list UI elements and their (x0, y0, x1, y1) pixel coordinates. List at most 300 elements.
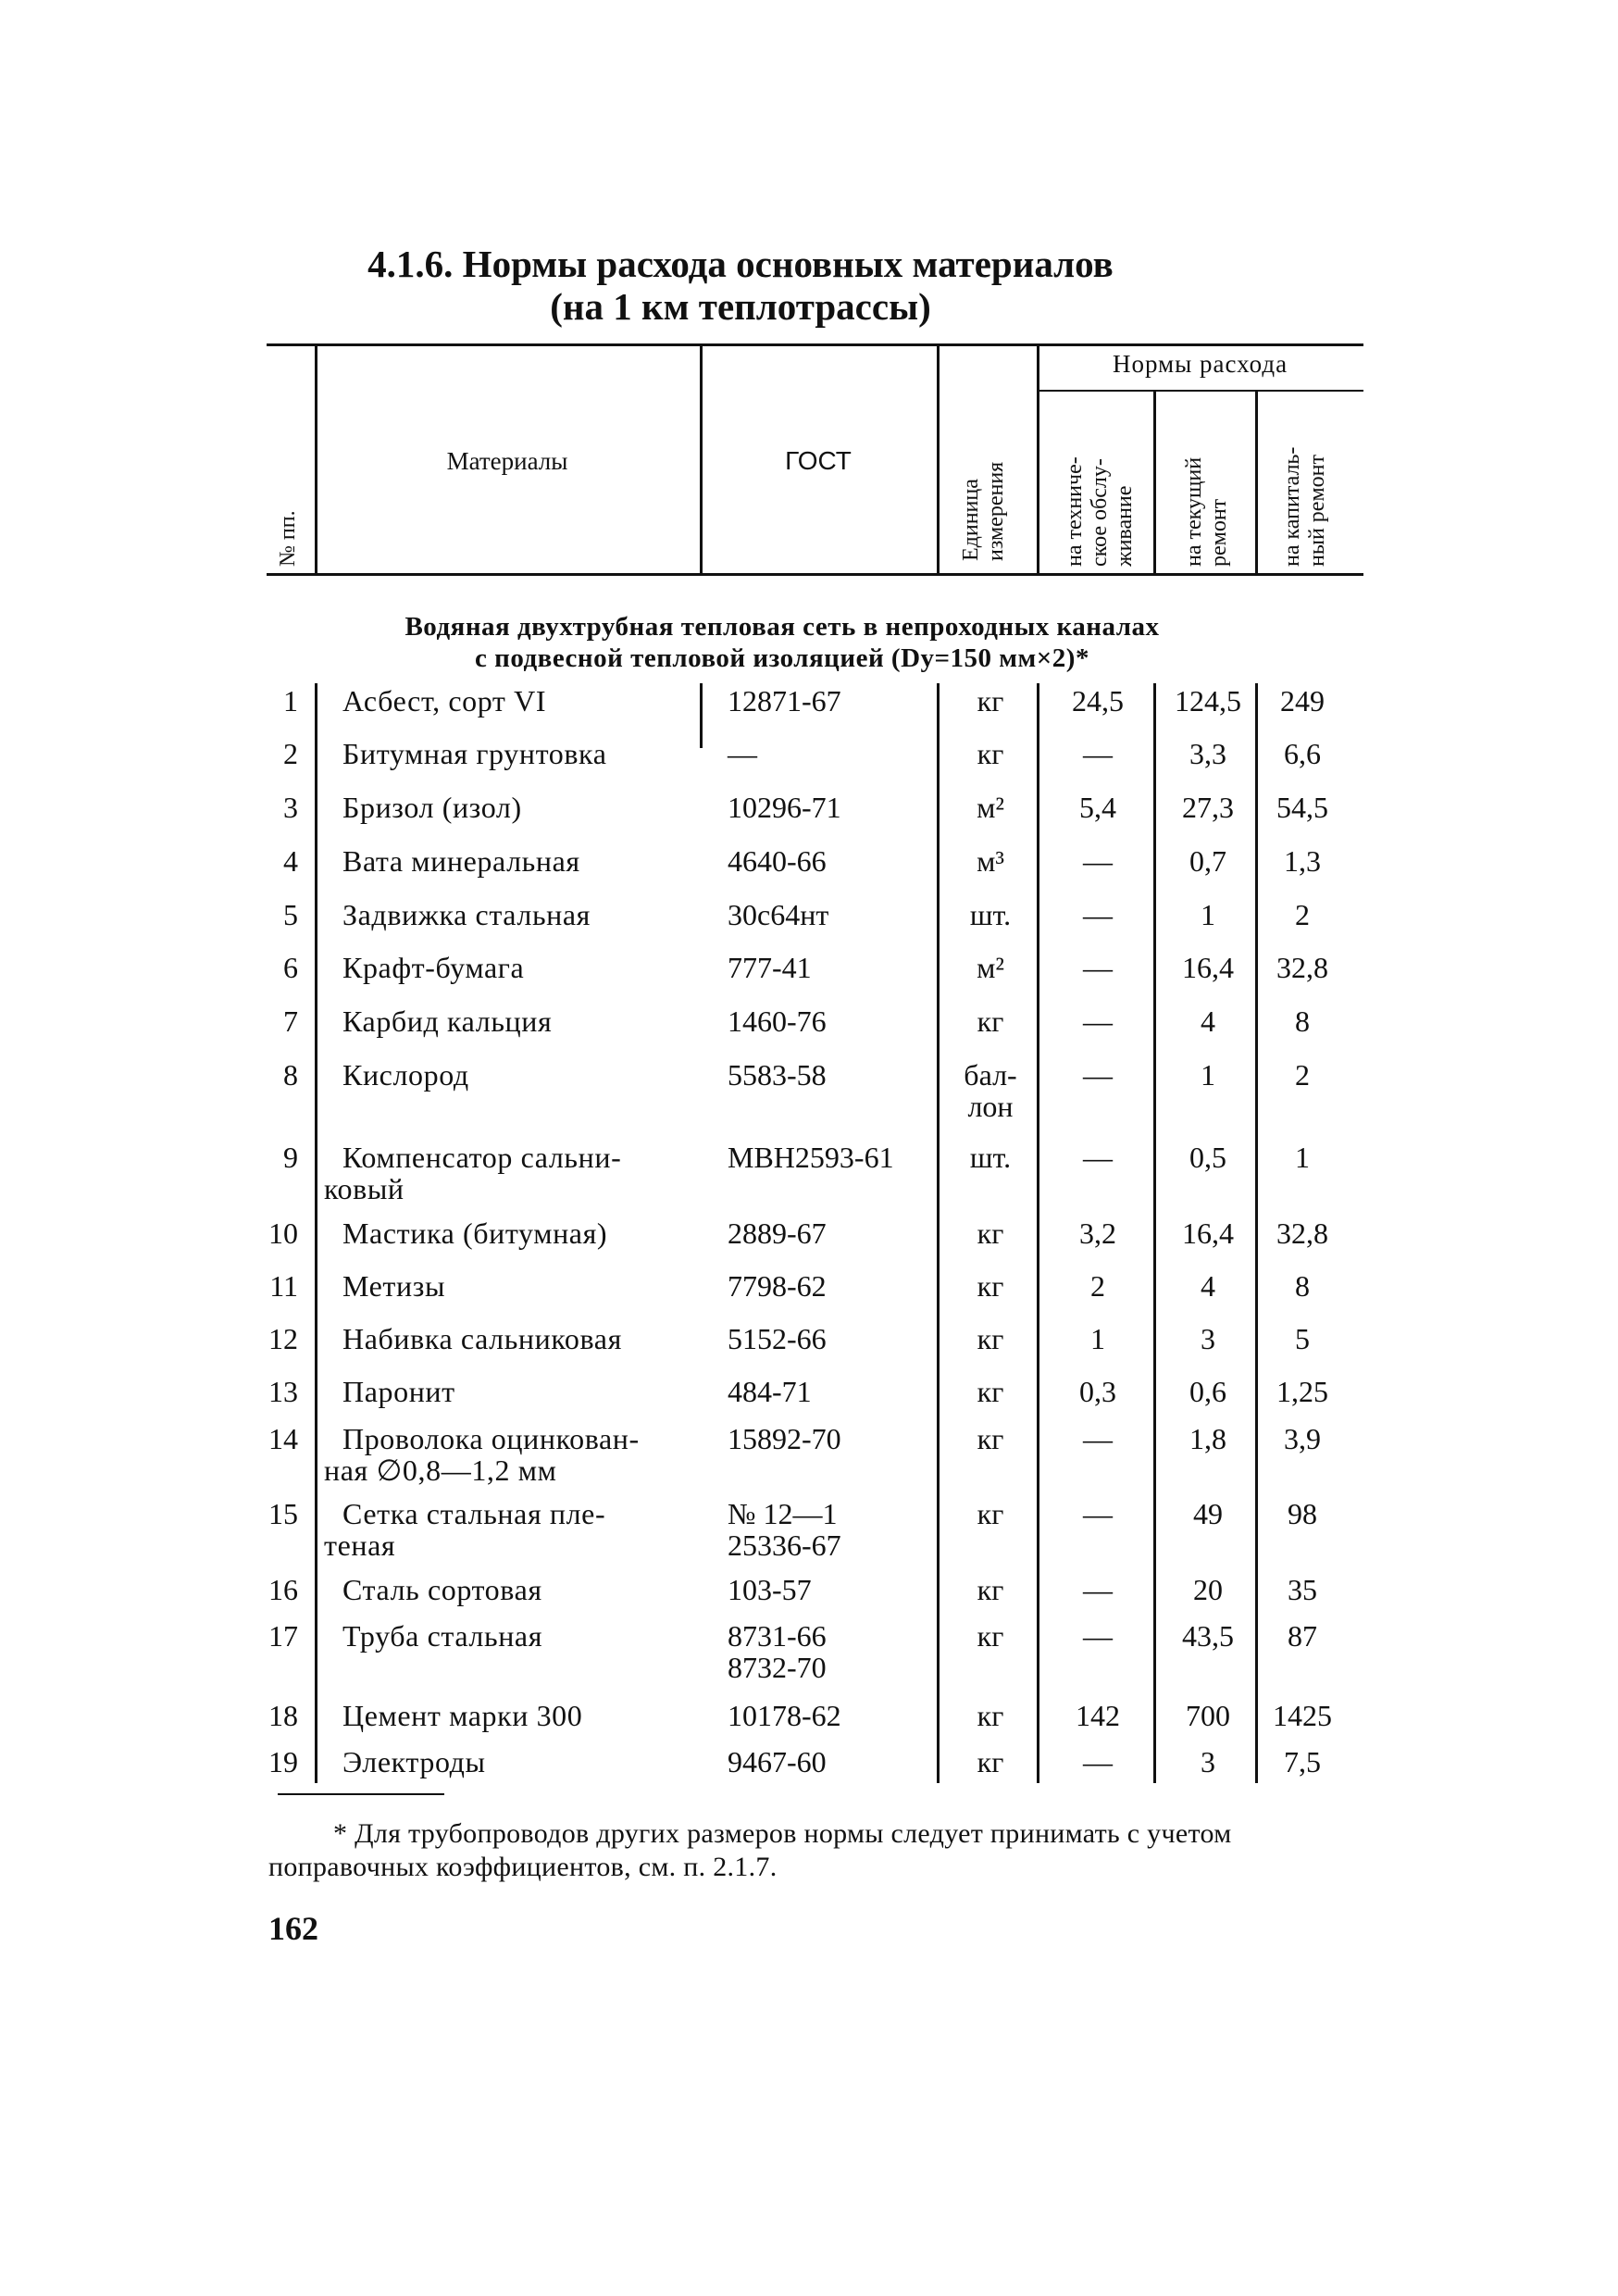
norm-maintenance (1044, 738, 1151, 769)
gost-code (728, 685, 931, 717)
norm-maintenance (1044, 1142, 1151, 1173)
row-number (259, 792, 298, 823)
gost-code (728, 1746, 931, 1778)
unit (944, 952, 1037, 983)
row-number (259, 1059, 298, 1091)
unit (944, 1376, 1037, 1407)
norm-current-repair (1157, 1423, 1259, 1454)
material-name-line: Кислород (342, 1058, 469, 1092)
norm-capital-repair (1261, 1217, 1344, 1249)
gost-code (728, 1005, 931, 1037)
header-divider (1255, 392, 1258, 573)
header-unit (959, 431, 1009, 561)
page-title (278, 243, 1203, 328)
norm-current-repair-line: 124,5 (1175, 684, 1241, 718)
row-number (259, 1746, 298, 1778)
gost-code (728, 1142, 931, 1173)
norm-maintenance-line: — (1083, 1573, 1113, 1606)
norm-maintenance-line: — (1083, 1497, 1113, 1530)
norm-maintenance-line: 0,3 (1079, 1375, 1116, 1408)
unit-line: м² (977, 791, 1004, 824)
norm-maintenance (1044, 1323, 1151, 1354)
material-name-line: Бризол (изол) (342, 791, 522, 824)
row-number (259, 1376, 298, 1407)
material-name (342, 1620, 713, 1652)
gost-code (728, 899, 931, 930)
norm-capital-repair-line: 87 (1288, 1619, 1317, 1653)
norm-capital-repair (1261, 899, 1344, 930)
gost-code-line: 4640-66 (728, 844, 827, 878)
norm-maintenance-line: 1 (1090, 1322, 1105, 1355)
unit-line: кг (977, 1375, 1004, 1408)
norm-capital-repair (1261, 1498, 1344, 1529)
gost-code-line: № 12—1 (728, 1497, 838, 1530)
gost-code (728, 1700, 931, 1731)
material-name-line: Компенсатор сальни- (342, 1141, 622, 1174)
row-number-line: 7 (283, 1004, 298, 1038)
material-name-line: Вата минеральная (342, 844, 580, 878)
unit (944, 1423, 1037, 1454)
gost-code (728, 1498, 931, 1561)
header-line: живание (1113, 485, 1137, 567)
material-name-line: Паронит (342, 1375, 455, 1408)
norm-maintenance (1044, 1059, 1151, 1091)
row-number-line: 13 (268, 1375, 298, 1408)
row-number (259, 738, 298, 769)
material-name-line: ная ∅0,8—1,2 мм (324, 1454, 557, 1487)
row-number-line: 2 (283, 737, 298, 770)
unit (944, 845, 1037, 877)
norm-maintenance-line: — (1083, 898, 1113, 931)
norm-capital-repair-line: 6,6 (1284, 737, 1321, 770)
norm-capital-repair-line: 1,25 (1276, 1375, 1328, 1408)
unit (944, 1005, 1037, 1037)
material-name-line: Задвижка стальная (342, 898, 591, 931)
norm-capital-repair (1261, 1059, 1344, 1091)
norm-current-repair-line: 20 (1193, 1573, 1223, 1606)
unit (944, 1700, 1037, 1731)
gost-code (728, 1323, 931, 1354)
row-number-line: 19 (268, 1745, 298, 1778)
norm-capital-repair-line: 1,3 (1284, 844, 1321, 878)
section-heading (305, 611, 1259, 674)
norm-capital-repair-line: 7,5 (1284, 1745, 1321, 1778)
norm-capital-repair (1261, 1746, 1344, 1778)
norm-capital-repair-line: 32,8 (1276, 951, 1328, 984)
material-name-line: Цемент марки 300 (342, 1699, 583, 1732)
material-name-line: Мастика (битумная) (342, 1217, 608, 1250)
gost-code-line: 8732-70 (728, 1651, 827, 1684)
unit-line: шт. (969, 898, 1012, 931)
unit (944, 1323, 1037, 1354)
norm-maintenance-line: — (1083, 1619, 1113, 1653)
norm-capital-repair-line: 35 (1288, 1573, 1317, 1606)
header-divider (937, 346, 940, 573)
gost-code-line: 25336-67 (728, 1529, 841, 1562)
unit-line: кг (977, 1322, 1004, 1355)
norm-maintenance (1044, 1498, 1151, 1529)
norm-current-repair (1157, 685, 1259, 717)
header-line: на капиталь- (1280, 446, 1304, 567)
row-number-line: 8 (283, 1058, 298, 1092)
norm-maintenance (1044, 1574, 1151, 1605)
footnote: * Для трубопроводов других размеров нормы следует принимать с учетом поправочных коэффициентов, см. п. 2.1.7. (268, 1818, 1232, 1882)
unit-line: кг (977, 684, 1004, 718)
norm-maintenance-line: — (1083, 737, 1113, 770)
norm-current-repair-line: 49 (1193, 1497, 1223, 1530)
norm-current-repair (1157, 792, 1259, 823)
norm-capital-repair-line: 1 (1295, 1141, 1310, 1174)
gost-code-line: 8731-66 (728, 1619, 827, 1653)
row-number (259, 1005, 298, 1037)
material-name (342, 792, 713, 823)
norm-capital-repair-line: 98 (1288, 1497, 1317, 1530)
norm-capital-repair-line: 249 (1280, 684, 1325, 718)
material-name (342, 899, 713, 930)
row-number (259, 845, 298, 877)
gost-code (728, 1574, 931, 1605)
header-unit-text: Единица измерения (959, 461, 1008, 561)
material-name-line: теная (324, 1529, 396, 1562)
unit-line: кг (977, 1745, 1004, 1778)
norm-capital-repair (1261, 1270, 1344, 1302)
row-number (259, 1700, 298, 1731)
norm-capital-repair-line: 8 (1295, 1004, 1310, 1038)
section-line-1: Водяная двухтрубная тепловая сеть в непроходных каналах (404, 612, 1160, 642)
unit (944, 1620, 1037, 1652)
row-number-line: 16 (268, 1573, 298, 1606)
row-number (259, 1620, 298, 1652)
norms-rule (1037, 390, 1363, 392)
unit-line: лон (967, 1090, 1014, 1123)
material-name (342, 1574, 713, 1605)
norm-maintenance (1044, 1217, 1151, 1249)
material-name (324, 1422, 713, 1487)
norm-current-repair (1157, 1620, 1259, 1652)
gost-code-line: 484-71 (728, 1375, 812, 1408)
material-name-line: Крафт-бумага (342, 951, 525, 984)
material-name (342, 738, 713, 769)
material-name (342, 1700, 713, 1731)
header-divider (1037, 346, 1039, 573)
norm-maintenance-line: — (1083, 1004, 1113, 1038)
body-divider (1037, 683, 1039, 1783)
norm-maintenance (1044, 792, 1151, 823)
norm-current-repair-line: 1,8 (1189, 1422, 1226, 1455)
header-line: ремонт (1207, 498, 1231, 567)
row-number (259, 1270, 298, 1302)
norm-maintenance (1044, 1746, 1151, 1778)
material-name-line: Набивка сальниковая (342, 1322, 622, 1355)
norm-current-repair (1157, 738, 1259, 769)
material-name (342, 1746, 713, 1778)
gost-code (728, 738, 931, 769)
norm-maintenance (1044, 1700, 1151, 1731)
row-number-line: 3 (283, 791, 298, 824)
unit-line: кг (977, 1619, 1004, 1653)
gost-code (728, 952, 931, 983)
material-name (342, 952, 713, 983)
norm-current-repair (1157, 1217, 1259, 1249)
material-name (324, 1141, 713, 1205)
row-number (259, 899, 298, 930)
norm-current-repair (1157, 1270, 1259, 1302)
norm-capital-repair-line: 1425 (1273, 1699, 1332, 1732)
norm-maintenance-line: 2 (1090, 1269, 1105, 1303)
norm-current-repair (1157, 1498, 1259, 1529)
norm-capital-repair-line: 32,8 (1276, 1217, 1328, 1250)
gost-code (728, 1217, 931, 1249)
row-number-line: 1 (283, 684, 298, 718)
material-name-line: Труба стальная (342, 1619, 543, 1653)
material-name-line: Сталь сортовая (342, 1573, 542, 1606)
row-number (259, 685, 298, 717)
unit-line: кг (977, 1269, 1004, 1303)
row-number-line: 6 (283, 951, 298, 984)
material-name (342, 1376, 713, 1407)
row-number (259, 1423, 298, 1454)
row-number-line: 9 (283, 1141, 298, 1174)
gost-code-line: 1460-76 (728, 1004, 827, 1038)
norm-current-repair-line: 27,3 (1182, 791, 1234, 824)
norm-capital-repair-line: 54,5 (1276, 791, 1328, 824)
row-number-line: 12 (268, 1322, 298, 1355)
norm-current-repair-line: 1 (1201, 898, 1215, 931)
unit (944, 899, 1037, 930)
norm-maintenance-line: 142 (1076, 1699, 1120, 1732)
norm-capital-repair (1261, 1700, 1344, 1731)
header-capital (1280, 447, 1330, 567)
norm-maintenance-line: — (1083, 844, 1113, 878)
norm-capital-repair (1261, 738, 1344, 769)
gost-code (728, 1620, 931, 1683)
title-line-1: 4.1.6. Нормы расхода основных материалов (367, 243, 1114, 285)
norm-current-repair (1157, 1005, 1259, 1037)
norm-maintenance (1044, 845, 1151, 877)
norm-maintenance-line: — (1083, 1745, 1113, 1778)
header-line: ный ремонт (1305, 455, 1329, 567)
material-name (324, 1497, 713, 1562)
norm-capital-repair (1261, 792, 1344, 823)
header-current (1182, 457, 1232, 567)
gost-code (728, 1059, 931, 1091)
header-divider (1153, 392, 1156, 573)
gost-code-line: 5583-58 (728, 1058, 827, 1092)
row-number (259, 1574, 298, 1605)
norm-capital-repair-line: 2 (1295, 898, 1310, 931)
norm-current-repair-line: 0,7 (1189, 844, 1226, 878)
header-bottom-rule (267, 573, 1363, 576)
footnote-rule (278, 1793, 444, 1795)
norm-current-repair (1157, 952, 1259, 983)
unit-line: м³ (977, 844, 1004, 878)
row-number (259, 1323, 298, 1354)
unit-line: кг (977, 1217, 1004, 1250)
norm-maintenance-line: 5,4 (1079, 791, 1116, 824)
gost-code-line: 103-57 (728, 1573, 812, 1606)
unit-line: бал- (964, 1058, 1017, 1092)
unit-line: кг (977, 1573, 1004, 1606)
row-number-line: 10 (268, 1217, 298, 1250)
norm-capital-repair (1261, 952, 1344, 983)
header-line: ское обслу- (1088, 458, 1112, 567)
header-gost: ГОСТ (785, 446, 852, 475)
header-line: на техниче- (1063, 456, 1087, 567)
gost-code (728, 792, 931, 823)
norm-maintenance-line: 3,2 (1079, 1217, 1116, 1250)
norm-capital-repair (1261, 1574, 1344, 1605)
material-name-line: Карбид кальция (342, 1004, 553, 1038)
title-line-2: (на 1 км теплотрассы) (550, 285, 931, 328)
unit-line: кг (977, 737, 1004, 770)
gost-code (728, 1270, 931, 1302)
body-divider (1153, 683, 1156, 1783)
norm-capital-repair (1261, 845, 1344, 877)
norm-current-repair-line: 0,6 (1189, 1375, 1226, 1408)
norm-maintenance (1044, 1423, 1151, 1454)
unit (944, 1217, 1037, 1249)
unit (944, 1498, 1037, 1529)
norm-current-repair-line: 3 (1201, 1745, 1215, 1778)
norm-capital-repair (1261, 1376, 1344, 1407)
row-number-line: 14 (268, 1422, 298, 1455)
norm-current-repair (1157, 845, 1259, 877)
material-name (342, 685, 713, 717)
header-top-rule (267, 343, 1363, 346)
norm-current-repair-line: 43,5 (1182, 1619, 1234, 1653)
material-name (342, 1005, 713, 1037)
norm-capital-repair-line: 3,9 (1284, 1422, 1321, 1455)
unit (944, 1270, 1037, 1302)
norm-capital-repair (1261, 1323, 1344, 1354)
gost-code-line: 7798-62 (728, 1269, 827, 1303)
unit (944, 1574, 1037, 1605)
norm-current-repair-line: 4 (1201, 1004, 1215, 1038)
norm-maintenance (1044, 952, 1151, 983)
material-name-line: Асбест, сорт VI (342, 684, 547, 718)
norm-current-repair (1157, 1323, 1259, 1354)
norm-maintenance-line: 24,5 (1072, 684, 1124, 718)
norm-current-repair (1157, 1700, 1259, 1731)
gost-code (728, 845, 931, 877)
gost-code-line: 15892-70 (728, 1422, 841, 1455)
unit (944, 1059, 1037, 1122)
norm-current-repair-line: 16,4 (1182, 1217, 1234, 1250)
gost-code-line: 5152-66 (728, 1322, 827, 1355)
norm-maintenance-line: — (1083, 1141, 1113, 1174)
gost-code-line: 9467-60 (728, 1745, 827, 1778)
gost-code-line: 10296-71 (728, 791, 841, 824)
body-divider (700, 683, 703, 748)
header-norms: Нормы расхода (1112, 350, 1288, 378)
row-number (259, 1498, 298, 1529)
norm-capital-repair (1261, 1005, 1344, 1037)
header-line: на текущий (1182, 456, 1206, 567)
material-name (342, 1270, 713, 1302)
material-name-line: Метизы (342, 1269, 446, 1303)
norm-capital-repair (1261, 1620, 1344, 1652)
material-name (342, 1217, 713, 1249)
unit (944, 792, 1037, 823)
norm-capital-repair-line: 5 (1295, 1322, 1310, 1355)
norm-current-repair-line: 3 (1201, 1322, 1215, 1355)
norm-current-repair (1157, 1746, 1259, 1778)
material-name-line: Проволока оцинкован- (342, 1422, 640, 1455)
gost-code-line: МВН2593-61 (728, 1141, 894, 1174)
norm-capital-repair-line: 2 (1295, 1058, 1310, 1092)
norm-maintenance (1044, 1376, 1151, 1407)
unit (944, 1142, 1037, 1173)
norm-maintenance-line: — (1083, 951, 1113, 984)
norm-current-repair (1157, 1376, 1259, 1407)
unit (944, 738, 1037, 769)
row-number-line: 15 (268, 1497, 298, 1530)
norm-maintenance-line: — (1083, 1422, 1113, 1455)
gost-code-line: 2889-67 (728, 1217, 827, 1250)
norm-current-repair (1157, 1142, 1259, 1173)
material-name-line: ковый (324, 1172, 404, 1205)
unit-line: кг (977, 1004, 1004, 1038)
norm-capital-repair (1261, 1142, 1344, 1173)
header-num: № пп. (276, 510, 300, 567)
norm-current-repair (1157, 1574, 1259, 1605)
norm-maintenance (1044, 1270, 1151, 1302)
gost-code-line: — (728, 737, 757, 770)
norm-capital-repair-line: 8 (1295, 1269, 1310, 1303)
row-number-line: 11 (269, 1269, 298, 1303)
body-divider (315, 683, 317, 1783)
norm-current-repair-line: 3,3 (1189, 737, 1226, 770)
norm-current-repair (1157, 899, 1259, 930)
row-number (259, 1217, 298, 1249)
section-line-2: с подвесной тепловой изоляцией (Dу=150 мм×2)* (475, 643, 1089, 673)
gost-code-line: 30с64нт (728, 898, 829, 931)
header-maint (1063, 456, 1138, 567)
gost-code-line: 12871-67 (728, 684, 841, 718)
unit (944, 685, 1037, 717)
gost-code-line: 777-41 (728, 951, 812, 984)
unit-line: шт. (969, 1141, 1012, 1174)
material-name (342, 1059, 713, 1091)
unit-line: кг (977, 1699, 1004, 1732)
norm-maintenance (1044, 1620, 1151, 1652)
norm-maintenance (1044, 899, 1151, 930)
material-name (342, 1323, 713, 1354)
body-divider (937, 683, 940, 1783)
unit (944, 1746, 1037, 1778)
page-number: 162 (268, 1910, 318, 1947)
material-name-line: Битумная грунтовка (342, 737, 607, 770)
unit-line: кг (977, 1497, 1004, 1530)
norm-maintenance (1044, 685, 1151, 717)
norm-maintenance (1044, 1005, 1151, 1037)
unit-line: м² (977, 951, 1004, 984)
gost-code (728, 1423, 931, 1454)
material-name-line: Электроды (342, 1745, 486, 1778)
norm-current-repair-line: 700 (1186, 1699, 1230, 1732)
row-number (259, 1142, 298, 1173)
norm-current-repair-line: 16,4 (1182, 951, 1234, 984)
row-number-line: 5 (283, 898, 298, 931)
header-materials: Материалы (446, 447, 568, 475)
norm-current-repair-line: 4 (1201, 1269, 1215, 1303)
gost-code (728, 1376, 931, 1407)
unit-line: кг (977, 1422, 1004, 1455)
gost-code-line: 10178-62 (728, 1699, 841, 1732)
row-number-line: 17 (268, 1619, 298, 1653)
norm-current-repair (1157, 1059, 1259, 1091)
norm-maintenance-line: — (1083, 1058, 1113, 1092)
